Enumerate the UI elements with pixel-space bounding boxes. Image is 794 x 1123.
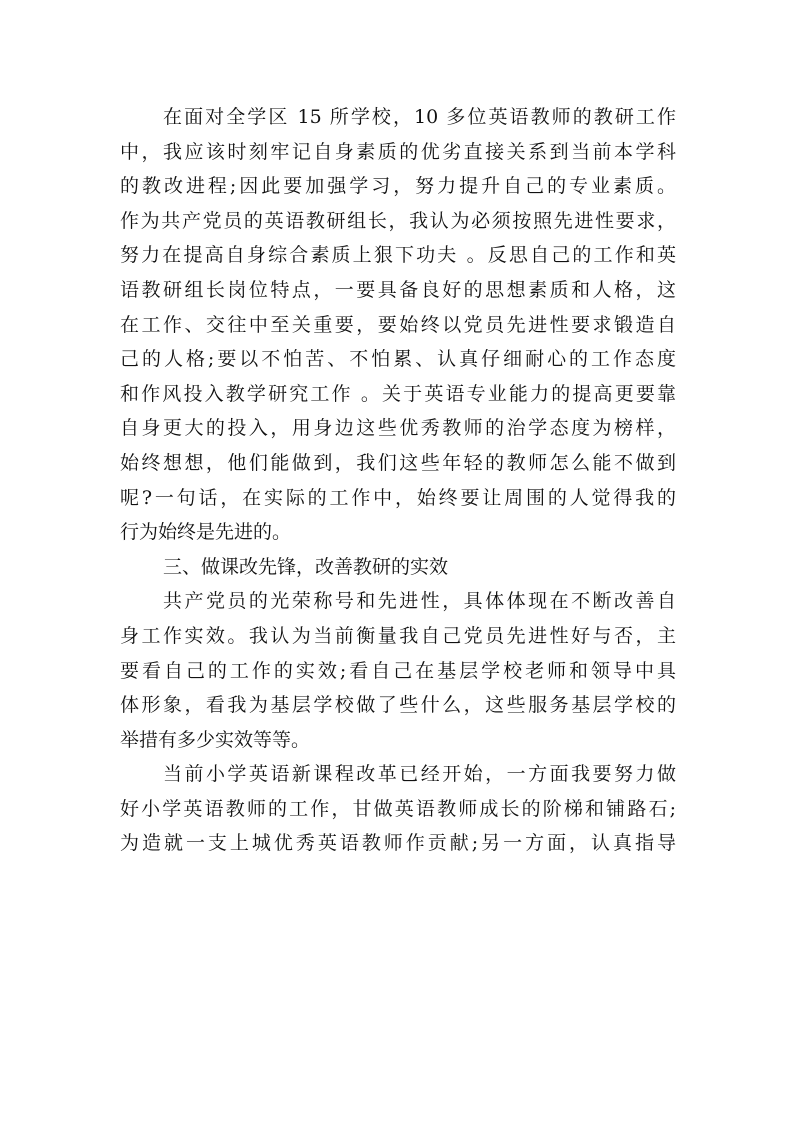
paragraph-line: 举措有多少实效等等。 [120,728,311,751]
paragraph-line: 共产党员的光荣称号和先进性，具体体现在不断改善自 [163,590,676,613]
paragraph-line: 好小学英语教师的工作，甘做英语教师成长的阶梯和铺路石; [120,797,676,820]
paragraph-line: 始终想想，他们能做到，我们这些年轻的教师怎么能不做到 [120,451,676,474]
paragraph-line: 在面对全学区 15 所学校，10 多位英语教师的教研工作 [163,106,676,128]
paragraph-line: 要看自己的工作的实效;看自己在基层学校老师和领导中具 [120,659,676,682]
paragraph-line: 呢?一句话，在实际的工作中，始终要让周围的人觉得我的 [120,486,676,509]
document-page [120,100,676,861]
paragraph-line: 身工作实效。我认为当前衡量我自己党员先进性好与否，主 [120,624,676,647]
section-heading: 三、做课改先锋，改善教研的实效 [163,555,449,578]
paragraph-line: 己的人格;要以不怕苦、不怕累、认真仔细耐心的工作态度 [120,348,676,371]
paragraph-line: 语教研组长岗位特点，一要具备良好的思想素质和人格，这 [120,278,676,301]
paragraph-line: 的教改进程;因此要加强学习，努力提升自己的专业素质。 [120,175,676,198]
paragraph-line: 努力在提高自身综合素质上狠下功夫 。反思自己的工作和英 [120,244,676,267]
paragraph-line: 在工作、交往中至关重要，要始终以党员先进性要求锻造自 [120,313,676,336]
paragraph-line: 当前小学英语新课程改革已经开始，一方面我要努力做 [163,763,676,786]
paragraph-line: 行为始终是先进的。 [120,521,292,544]
paragraph-line: 和作风投入教学研究工作 。关于英语专业能力的提高更要靠 [120,382,676,405]
paragraph-line: 中，我应该时刻牢记自身素质的优劣直接关系到当前本学科 [120,140,676,163]
paragraph-line: 体形象，看我为基层学校做了些什么，这些服务基层学校的 [120,694,676,717]
paragraph-line: 作为共产党员的英语教研组长，我认为必须按照先进性要求， [120,209,676,232]
paragraph-line: 自身更大的投入，用身边这些优秀教师的治学态度为榜样， [120,417,676,440]
paragraph-line: 为造就一支上城优秀英语教师作贡献;另一方面，认真指导 [120,832,676,855]
